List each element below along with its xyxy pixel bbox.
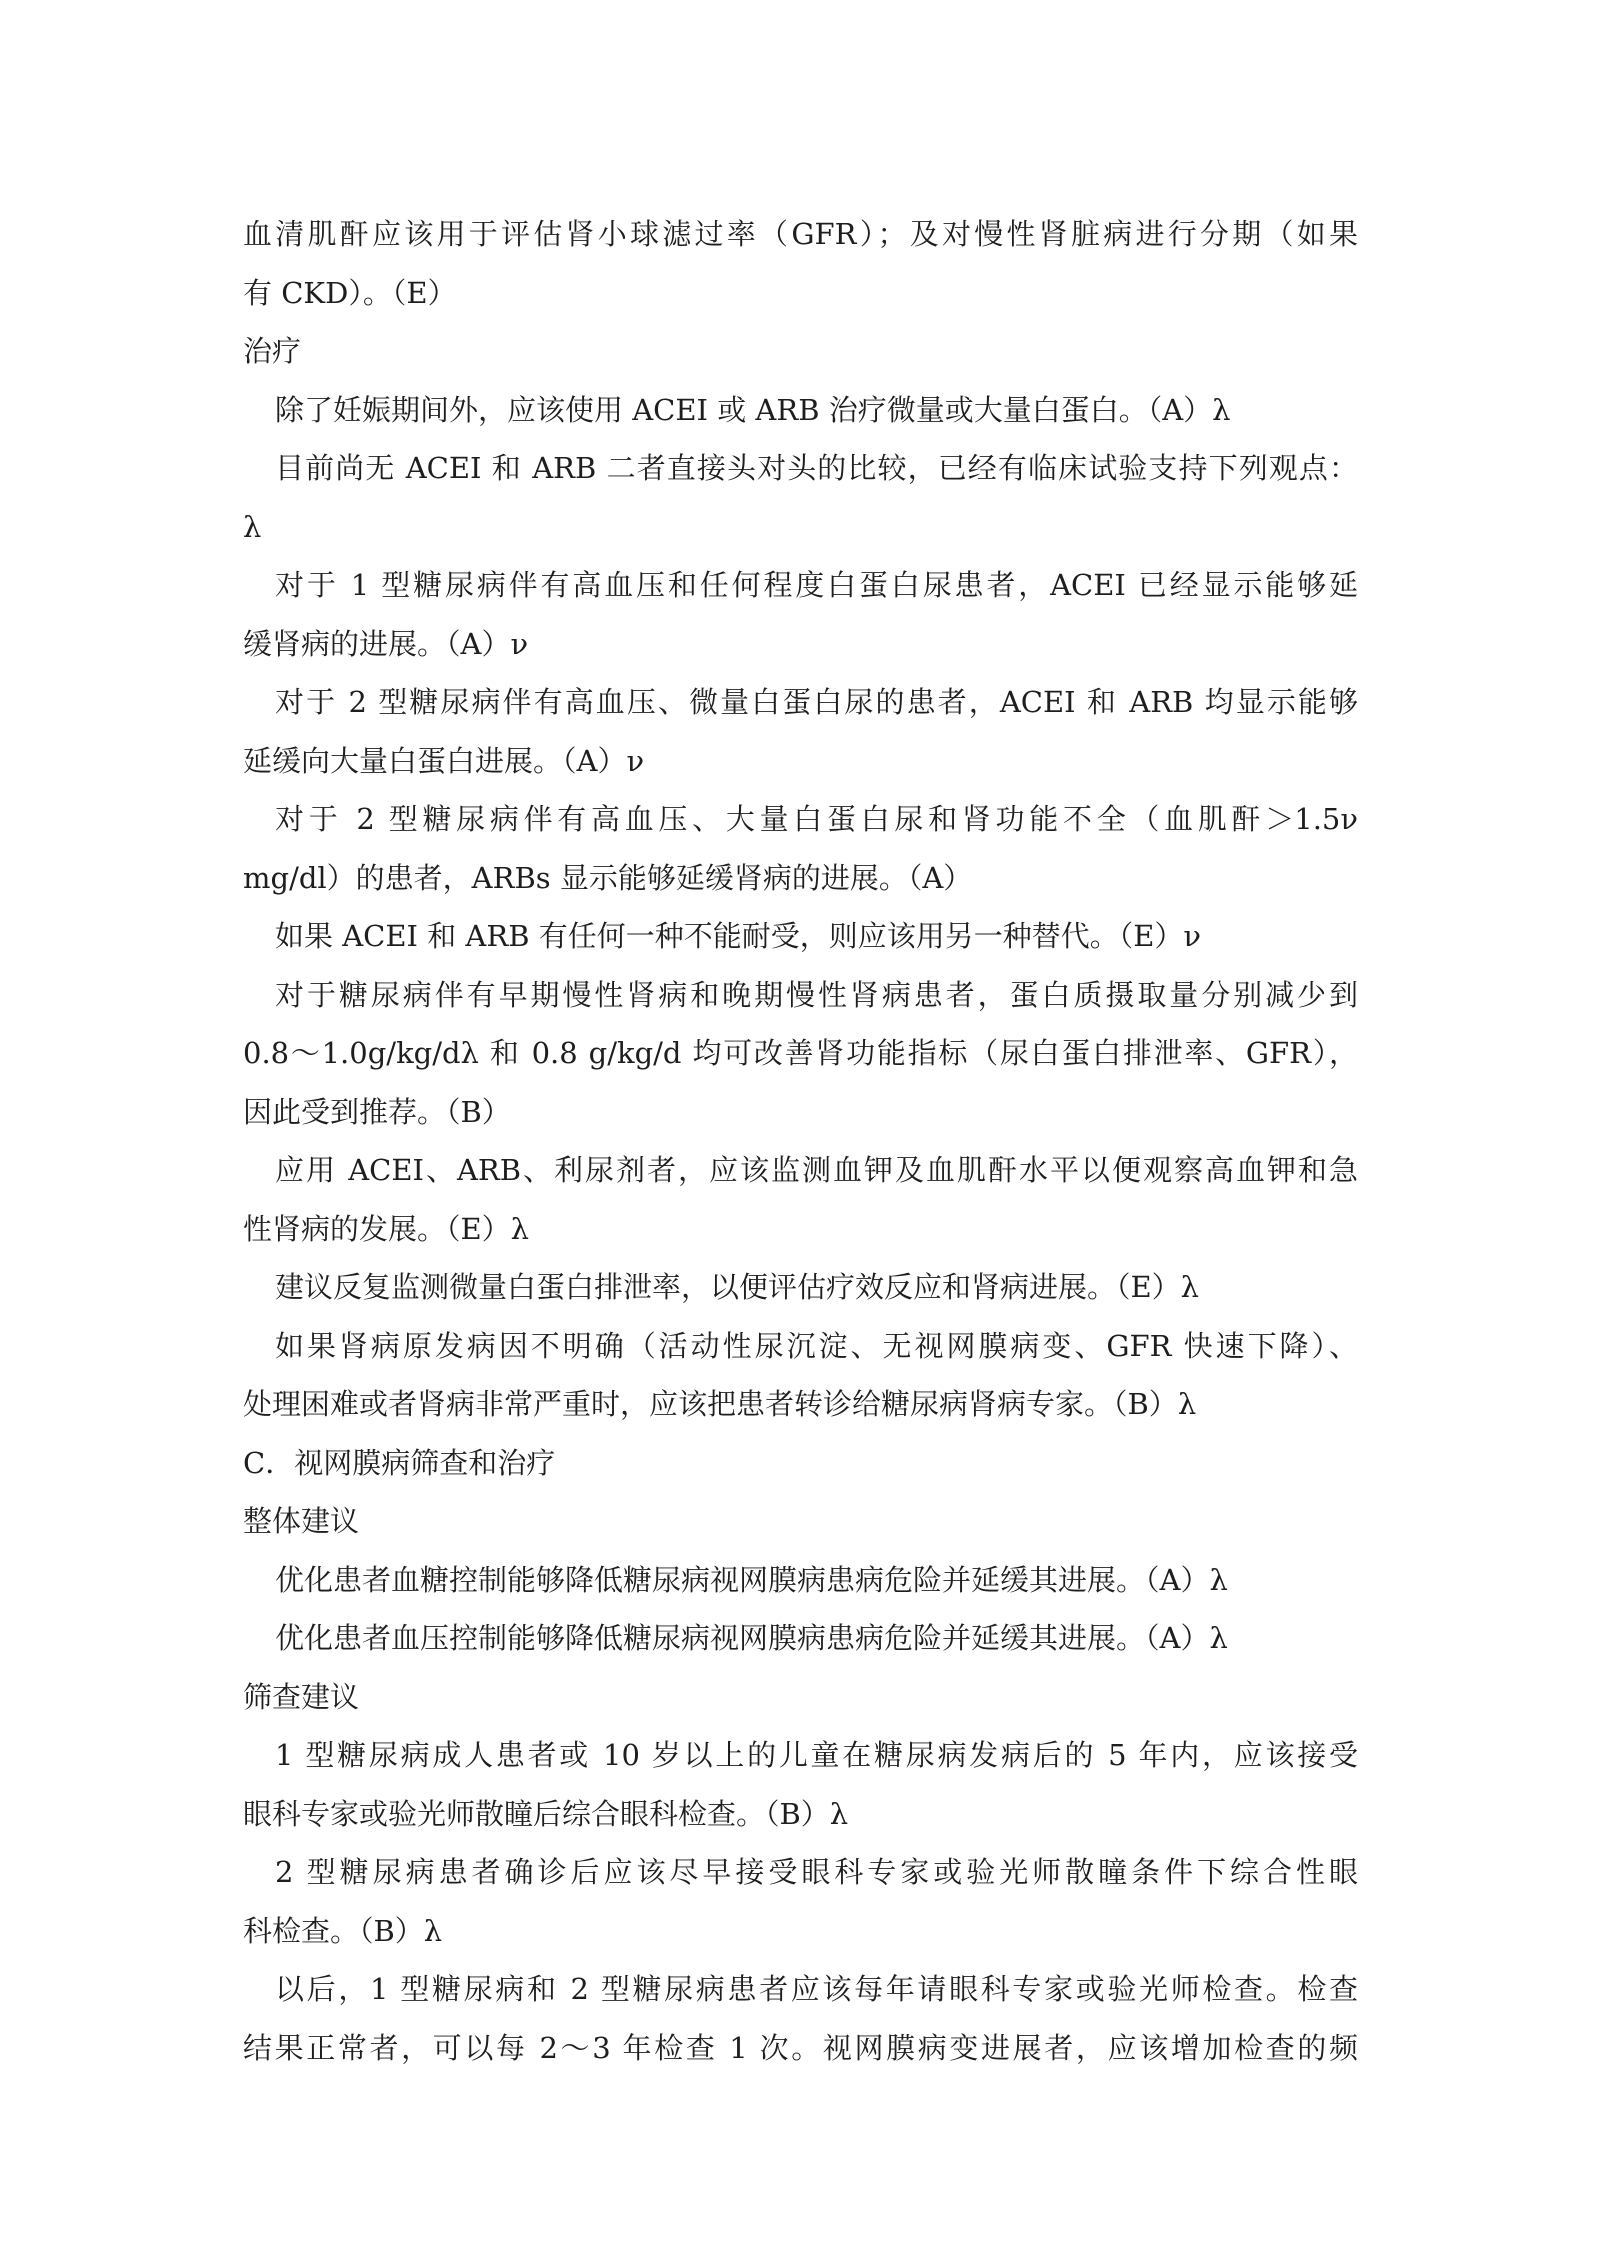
text-line: 眼科专家或验光师散瞳后综合眼科检查。（B）λ (243, 1796, 849, 1831)
section-heading: 整体建议 (243, 1504, 360, 1538)
text-line: 如果 ACEI 和 ARB 有任何一种不能耐受，则应该用另一种替代。（E）ν (275, 919, 1202, 953)
text-line: 以后，1 型糖尿病和 2 型糖尿病患者应该每年请眼科专家或验光师检查。检查 (275, 1972, 1358, 2006)
text-line: 对于 2 型糖尿病伴有高血压、微量白蛋白尿的患者，ACEI 和 ARB 均显示能够 (275, 685, 1358, 719)
text-line: 对于糖尿病伴有早期慢性肾病和晚期慢性肾病患者，蛋白质摄取量分别减少到 (275, 977, 1358, 1012)
text-line: 因此受到推荐。（B） (243, 1094, 511, 1129)
text-line: 缓肾病的进展。（A）ν (243, 626, 529, 661)
text-line: 建议反复监测微量白蛋白排泄率，以便评估疗效反应和肾病进展。（E）λ (275, 1270, 1200, 1304)
text-line: 1 型糖尿病成人患者或 10 岁以上的儿童在糖尿病发病后的 5 年内，应该接受 (275, 1738, 1358, 1772)
text-line: mg/dl）的患者，ARBs 显示能够延缓肾病的进展。（A） (243, 860, 973, 895)
text-line: 2 型糖尿病患者确诊后应该尽早接受眼科专家或验光师散瞳条件下综合性眼 (275, 1855, 1358, 1889)
text-line: 结果正常者，可以每 2～3 年检查 1 次。视网膜病变进展者，应该增加检查的频 (243, 2030, 1358, 2065)
text-line: 除了妊娠期间外，应该使用 ACEI 或 ARB 治疗微量或大量白蛋白。（A）λ (275, 392, 1231, 427)
text-line: 对于 2 型糖尿病伴有高血压、大量白蛋白尿和肾功能不全（血肌酐＞1.5ν (275, 802, 1358, 836)
text-line: 有 CKD）。（E） (243, 275, 457, 310)
text-line: 血清肌酐应该用于评估肾小球滤过率（GFR）；及对慢性肾脏病进行分期（如果 (243, 217, 1358, 251)
text-line: 处理困难或者肾病非常严重时，应该把患者转诊给糖尿病肾病专家。（B）λ (243, 1387, 1197, 1421)
text-line: 科检查。（B）λ (243, 1913, 443, 1948)
text-line: 优化患者血压控制能够降低糖尿病视网膜病患病危险并延缓其进展。（A）λ (275, 1621, 1228, 1655)
text-line: 如果肾病原发病因不明确（活动性尿沉淀、无视网膜病变、GFR 快速下降）、 (275, 1328, 1358, 1363)
section-heading: 筛查建议 (243, 1679, 360, 1714)
text-line: 延缓向大量白蛋白进展。（A）ν (243, 743, 645, 778)
text-line: 对于 1 型糖尿病伴有高血压和任何程度白蛋白尿患者，ACEI 已经显示能够延 (275, 568, 1358, 602)
text-line: 性肾病的发展。（E）λ (243, 1211, 530, 1246)
text-line: 应用 ACEI、ARB、利尿剂者，应该监测血钾及血肌酐水平以便观察高血钾和急 (275, 1153, 1358, 1187)
text-line: 目前尚无 ACEI 和 ARB 二者直接头对头的比较，已经有临床试验支持下列观点： (275, 451, 1358, 485)
text-line: 0.8～1.0g/kg/dλ 和 0.8 g/kg/d 均可改善肾功能指标（尿白蛋白排泄率、GFR）， (243, 1036, 1358, 1070)
text-line: λ (243, 509, 262, 544)
section-heading: C．视网膜病筛查和治疗 (243, 1445, 556, 1480)
section-heading: 治疗 (243, 334, 302, 368)
document-page (243, 205, 1358, 2077)
text-line: 优化患者血糖控制能够降低糖尿病视网膜病患病危险并延缓其进展。（A）λ (275, 1562, 1228, 1597)
